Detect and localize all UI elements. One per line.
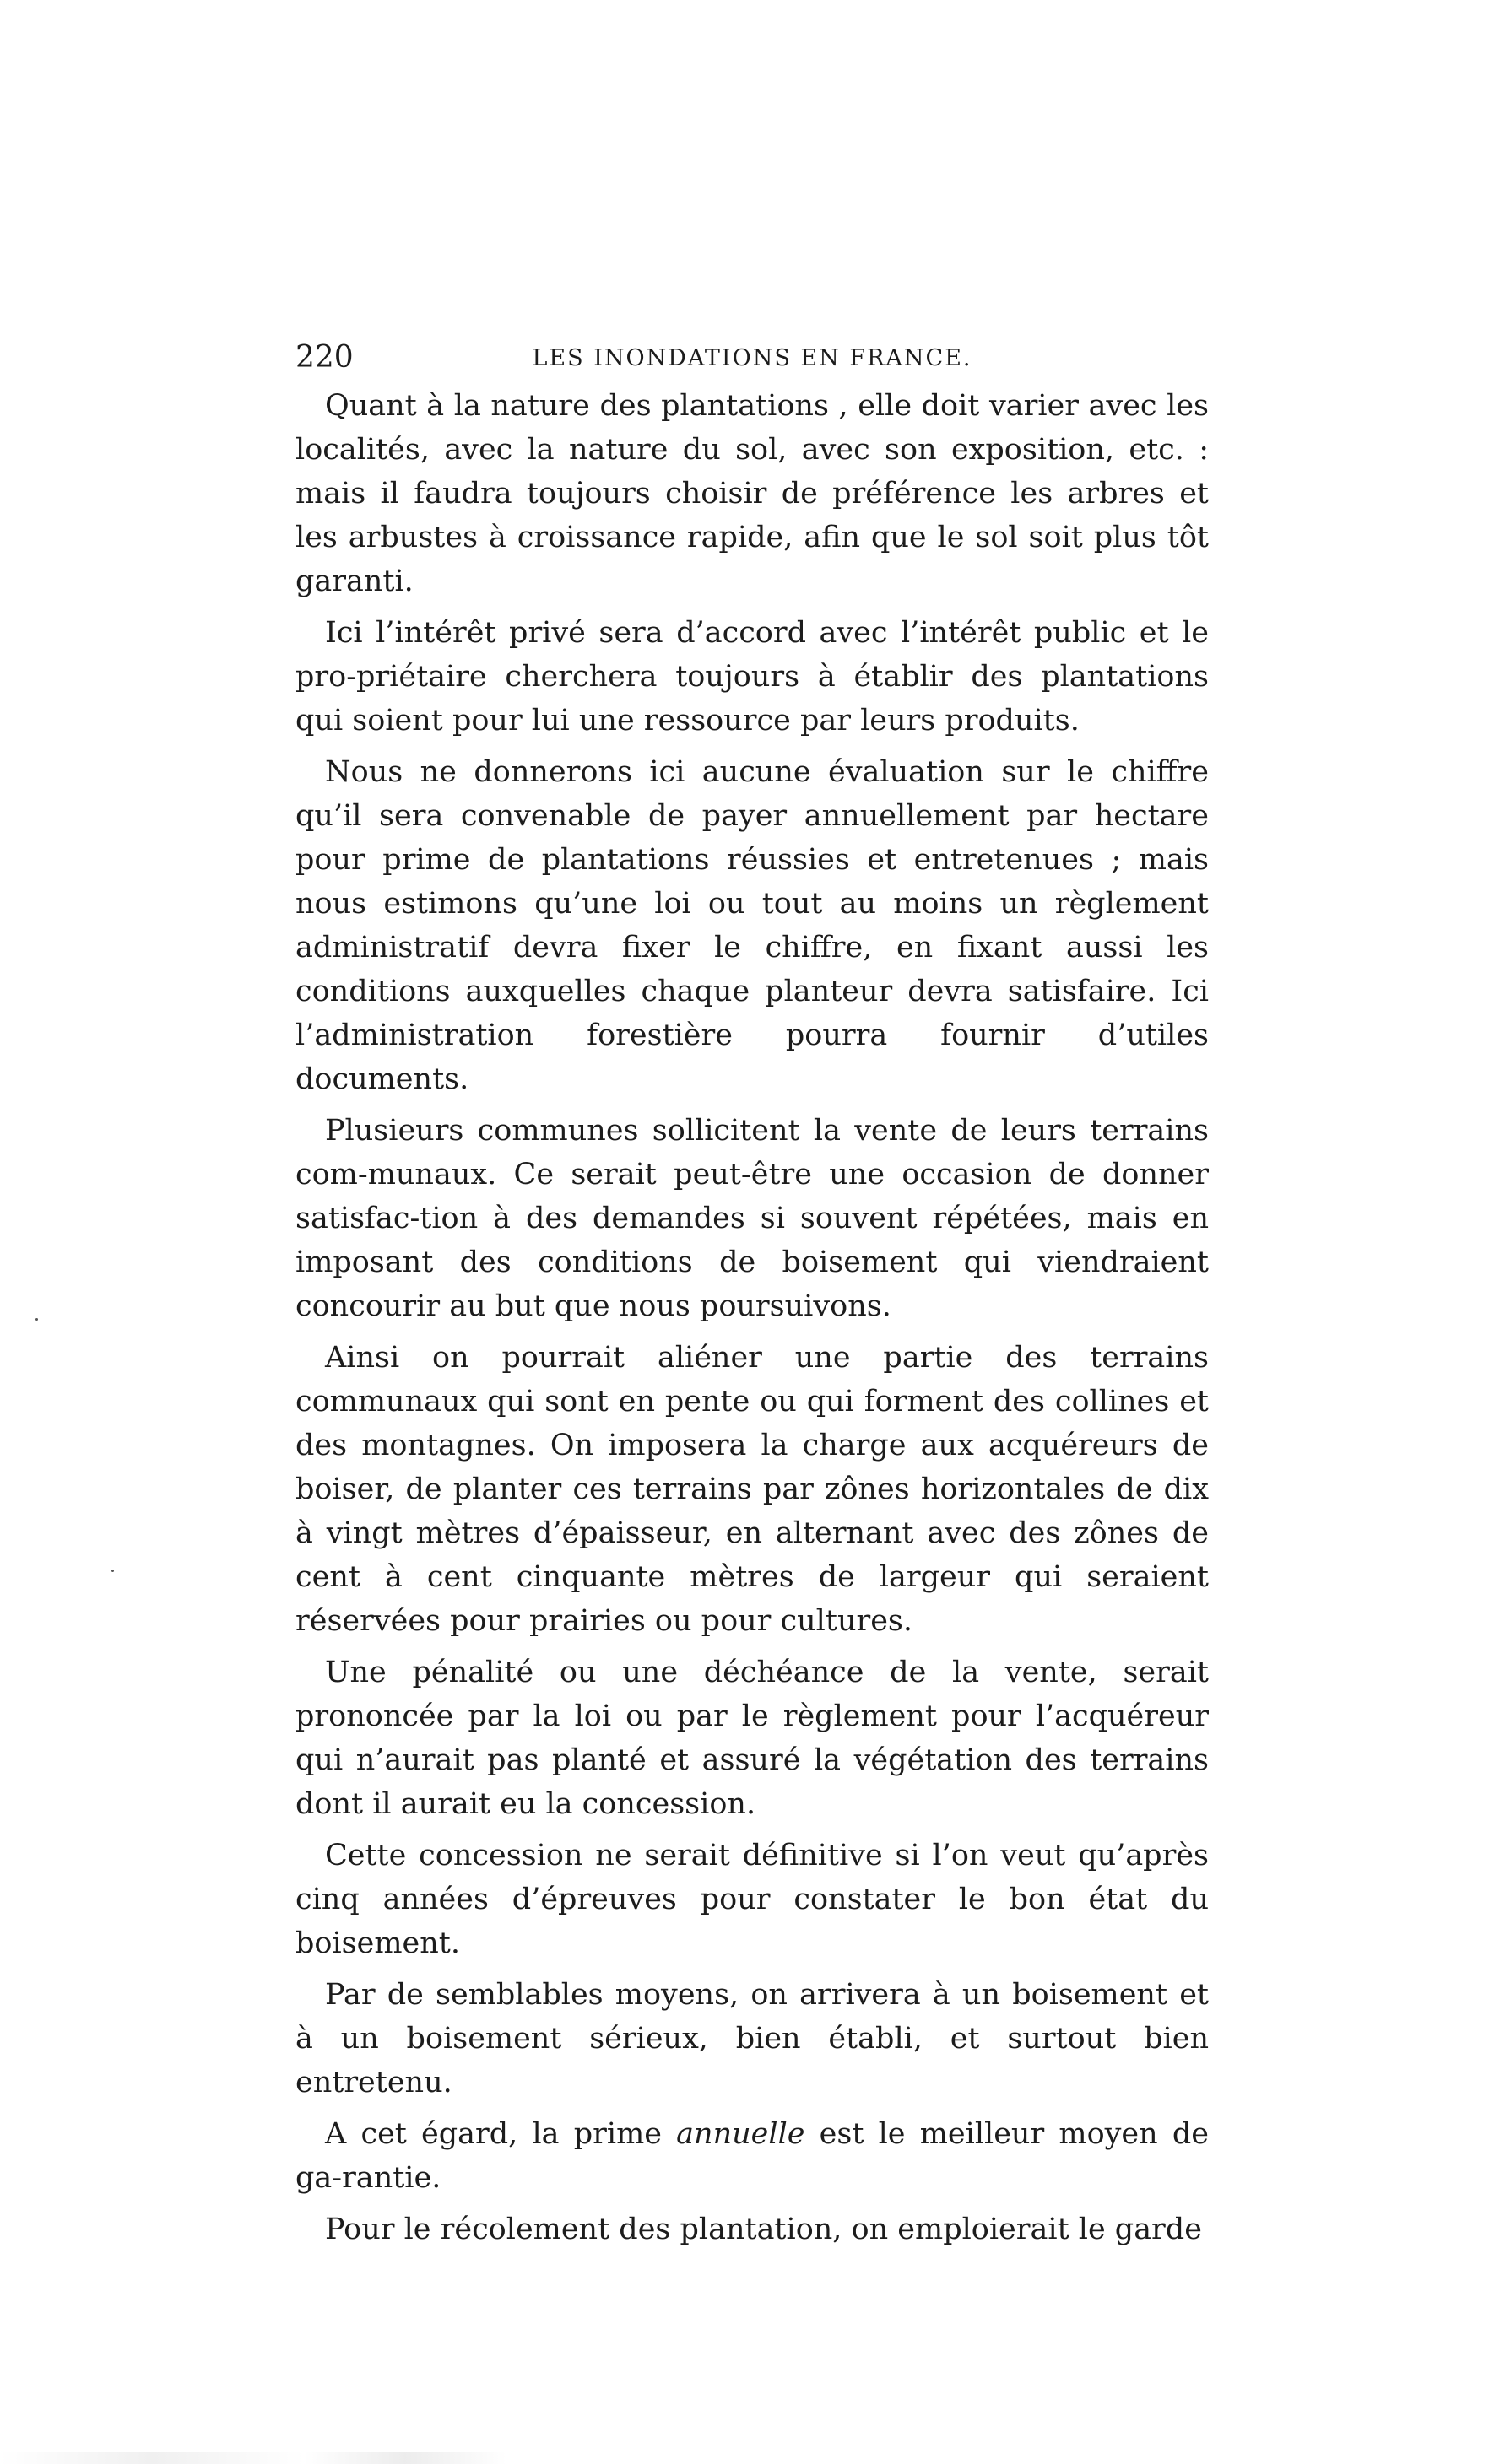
paragraph-8: Par de semblables moyens, on arrivera à un boisement et à un boisement sérieux, bien établi, et surtout bien entretenu. xyxy=(295,1978,1209,2099)
paragraph-2: Ici l’intérêt privé sera d’accord avec l’intérêt public et le pro-priétaire cherchera toujours à établir des plantations qui soient pour lui une ressource par leurs produits. xyxy=(295,616,1209,738)
scan-speck xyxy=(111,1570,114,1572)
paragraph-4: Plusieurs communes sollicitent la vente de leurs terrains com-munaux. Ce serait peut-être une occasion de donner satisfac-tion à des demandes si souvent répétées, mais en imposant des conditions de boisement qui viendraient concourir au but que nous poursuivons. xyxy=(295,1114,1209,1323)
body-text xyxy=(295,384,1209,2251)
paragraph-9 xyxy=(295,2112,1209,2200)
page-number: 220 xyxy=(295,340,354,375)
book-page xyxy=(295,333,1209,2259)
page-header xyxy=(295,333,1209,384)
paragraph-9-start: A cet égard, la prime xyxy=(325,2117,677,2151)
paragraph-3: Nous ne donnerons ici aucune évaluation sur le chiffre qu’il sera convenable de payer annuellement par hectare pour prime de plantations réussies et entretenues ; mais nous estimons qu’une loi ou tout au moins un règlement administratif devra fixer le chiffre, en fixant aussi les conditions auxquelles chaque planteur devra satisfaire. Ici l’administration forestière pourra fournir d’utiles documents. xyxy=(295,755,1209,1096)
running-title: LES INONDATIONS EN FRANCE. xyxy=(532,345,972,371)
scan-speck xyxy=(35,1318,38,1321)
paragraph-7: Cette concession ne serait définitive si l’on veut qu’après cinq années d’épreuves pour constater le bon état du boisement. xyxy=(295,1839,1209,1960)
paragraph-10: Pour le récolement des plantation, on emploierait le garde xyxy=(325,2213,1202,2246)
scan-edge-shadow xyxy=(0,2452,506,2464)
paragraph-1: Quant à la nature des plantations , elle doit varier avec les localités, avec la nature du sol, avec son exposition, etc. : mais il faudra toujours choisir de préférence les arbres et les arbustes à croissance rapide, afin que le sol soit plus tôt garanti. xyxy=(295,389,1209,598)
paragraph-9-end: est le meilleur moyen de ga-rantie. xyxy=(295,2117,1209,2195)
paragraph-6: Une pénalité ou une déchéance de la vente, serait prononcée par la loi ou par le règlement pour l’acquéreur qui n’aurait pas planté et assuré la végétation des terrains dont il aurait eu la concession. xyxy=(295,1656,1209,1821)
paragraph-5: Ainsi on pourrait aliéner une partie des terrains communaux qui sont en pente ou qui forment des collines et des montagnes. On imposera la charge aux acquéreurs de boiser, de planter ces terrains par zônes horizontales de dix à vingt mètres d’épaisseur, en alternant avec des zônes de cent à cent cinquante mètres de largeur qui seraient réservées pour prairies ou pour cultures. xyxy=(295,1341,1209,1638)
paragraph-9-italic: annuelle xyxy=(676,2117,805,2151)
